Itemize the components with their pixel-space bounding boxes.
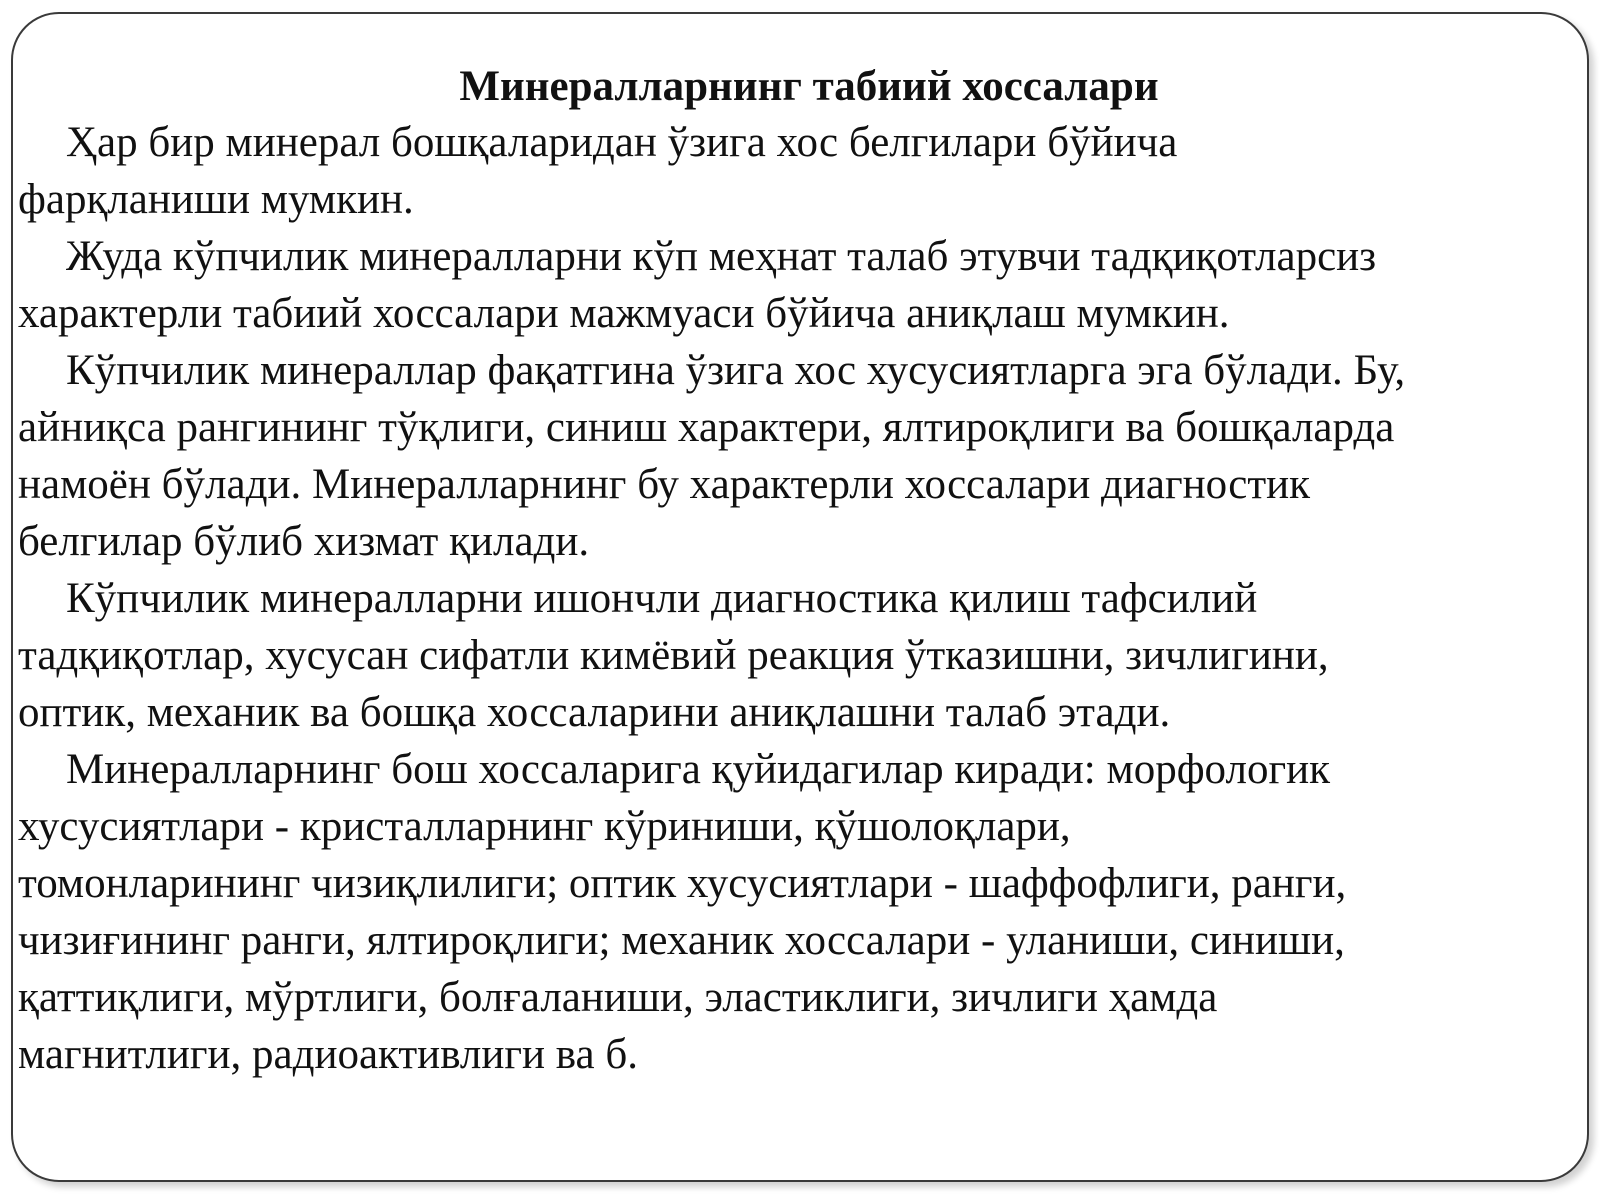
paragraph-line: Минералларнинг бош хоссаларига қуйидагилар киради: морфологик	[66, 746, 1330, 793]
paragraph-line: оптик, механик ва бошқа хоссаларини аниқлашни талаб этади.	[18, 689, 1171, 736]
paragraph-4	[18, 570, 1580, 741]
paragraph-line: фарқланиши мумкин.	[18, 176, 414, 223]
document-body	[18, 62, 1580, 1083]
paragraph-3	[18, 342, 1580, 570]
paragraph-line: Кўпчилик минераллар фақатгина ўзига хос хусусиятларга эга бўлади. Бу,	[66, 347, 1406, 394]
paragraph-line: белгилар бўлиб хизмат қилади.	[18, 518, 590, 565]
paragraph-5	[18, 741, 1580, 1083]
paragraph-line: Кўпчилик минералларни ишончли диагностика қилиш тафсилий	[66, 575, 1258, 622]
paragraph-line: намоён бўлади. Минералларнинг бу характерли хоссалари диагностик	[18, 461, 1311, 508]
paragraph-line: характерли табиий хоссалари мажмуаси бўйича аниқлаш мумкин.	[18, 290, 1230, 337]
paragraph-1	[18, 114, 1580, 228]
paragraph-line: хусусиятлари - кристалларнинг кўриниши, қўшолоқлари,	[18, 803, 1071, 850]
paragraph-line: қаттиқлиги, мўртлиги, болғаланиши, эластиклиги, зичлиги ҳамда	[18, 974, 1218, 1021]
paragraph-2	[18, 228, 1580, 342]
paragraph-line: Ҳар бир минерал бошқаларидан ўзига хос белгилари бўйича	[66, 119, 1178, 166]
document-title: Минералларнинг табиий хоссалари	[459, 63, 1159, 110]
paragraph-line: тадқиқотлар, хусусан сифатли кимёвий реакция ўтказишни, зичлигини,	[18, 632, 1329, 679]
paragraph-line: томонларининг чизиқлилиги; оптик хусусиятлари - шаффофлиги, ранги,	[18, 860, 1347, 907]
paragraph-line: Жуда кўпчилик минералларни кўп меҳнат талаб этувчи тадқиқотларсиз	[66, 233, 1377, 280]
paragraph-line: айниқса рангининг тўқлиги, синиш характери, ялтироқлиги ва бошқаларда	[18, 404, 1395, 451]
paragraph-line: чизиғининг ранги, ялтироқлиги; механик хоссалари - уланиши, синиши,	[18, 917, 1345, 964]
paragraph-line: магнитлиги, радиоактивлиги ва б.	[18, 1031, 638, 1078]
